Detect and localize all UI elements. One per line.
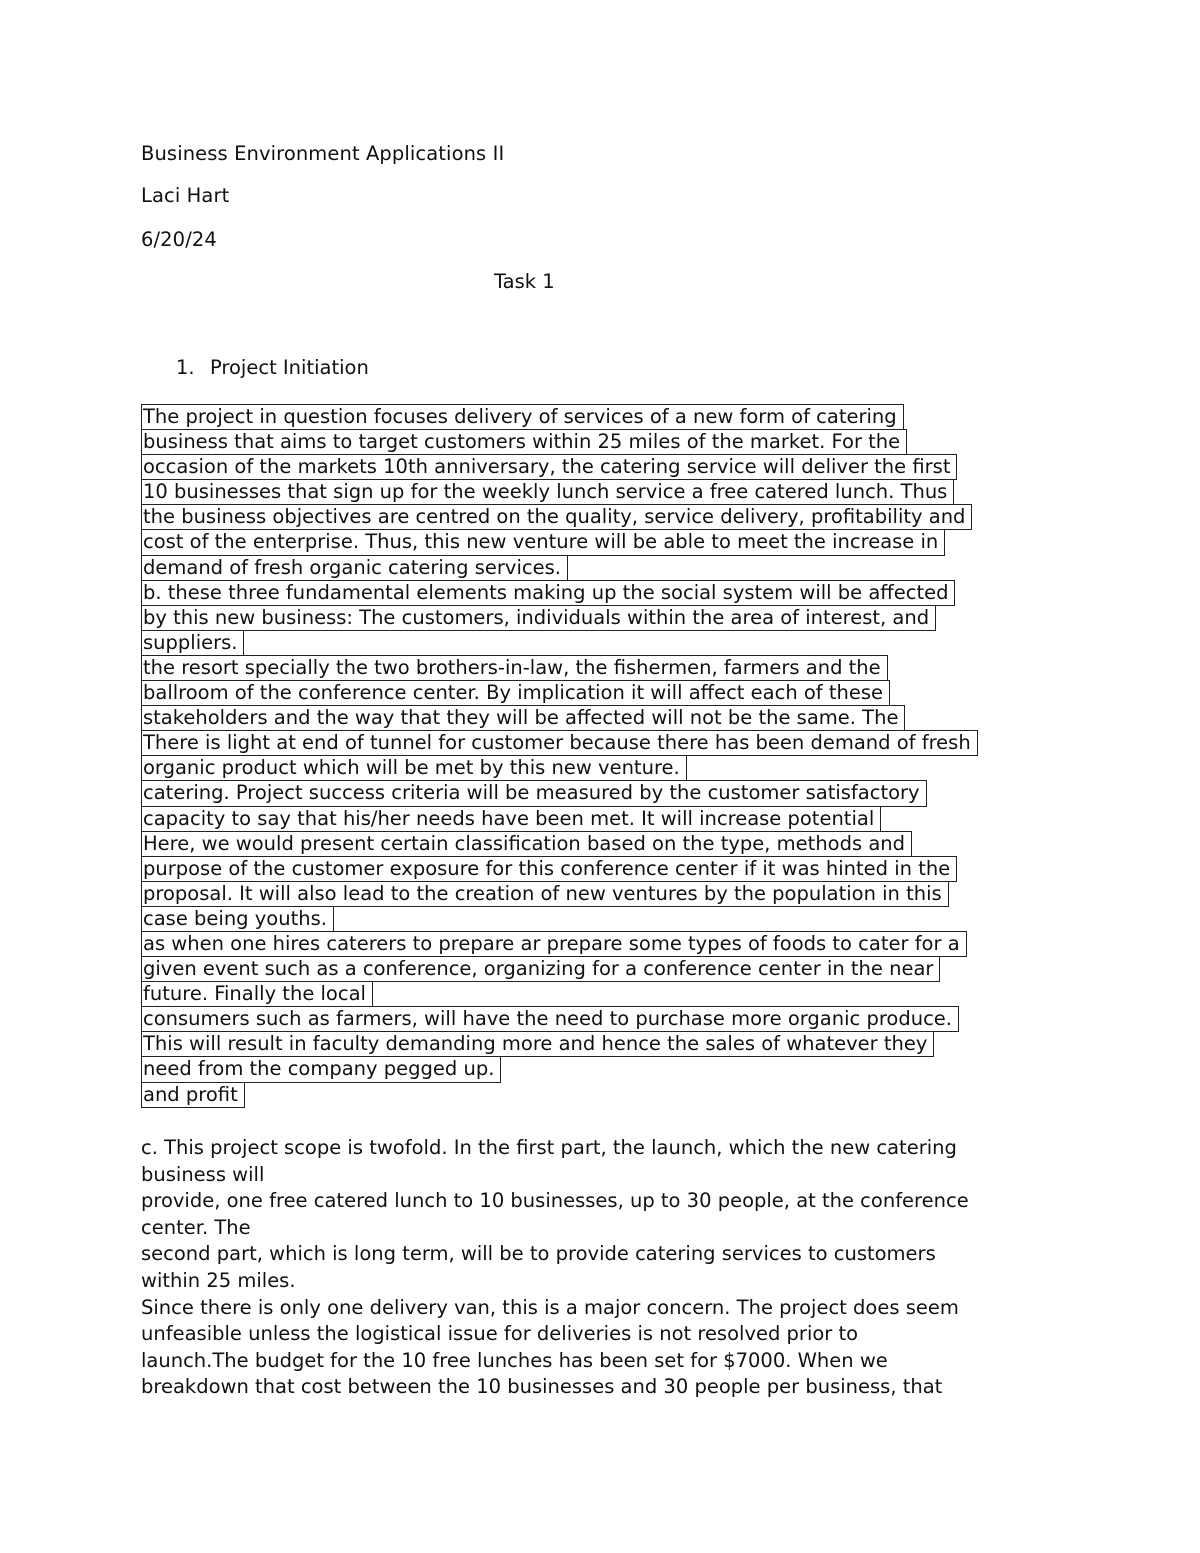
text-line: within 25 miles. <box>141 1268 296 1292</box>
text-line: second part, which is long term, will be to provide catering services to customers <box>141 1242 936 1266</box>
text-line: business will <box>141 1162 265 1186</box>
section-title: Project Initiation <box>210 356 369 379</box>
section-number: 1. <box>176 356 195 379</box>
boxed-line: as when one hires caterers to prepare ar prepare some types of foods to cater for a <box>141 931 967 957</box>
text-line: c. This project scope is twofold. In the first part, the launch, which the new catering <box>141 1136 957 1159</box>
boxed-line: capacity to say that his/her needs have been met. It will increase potential <box>141 806 881 832</box>
boxed-line: need from the company pegged up. <box>141 1056 501 1082</box>
boxed-line: and profit <box>141 1082 245 1108</box>
course-title: Business Environment Applications II <box>141 142 505 165</box>
boxed-line: the resort specially the two brothers-in-law, the fishermen, farmers and the <box>141 655 888 681</box>
text-line: provide, one free catered lunch to 10 businesses, up to 30 people, at the conference <box>141 1189 969 1213</box>
text-line: Since there is only one delivery van, this is a major concern. The project does seem <box>141 1295 959 1319</box>
text-line: center. The <box>141 1215 251 1239</box>
text-line: launch.The budget for the 10 free lunches has been set for $7000. When we <box>141 1348 888 1372</box>
boxed-line: This will result in faculty demanding more and hence the sales of whatever they <box>141 1031 934 1057</box>
boxed-line: case being youths. <box>141 906 334 932</box>
boxed-line: consumers such as farmers, will have the need to purchase more organic produce. <box>141 1006 959 1032</box>
boxed-line: b. these three fundamental elements making up the social system will be affected <box>141 580 955 606</box>
boxed-line: Here, we would present certain classification based on the type, methods and <box>141 831 912 857</box>
boxed-line: cost of the enterprise. Thus, this new venture will be able to meet the increase in <box>141 529 945 555</box>
boxed-line: stakeholders and the way that they will be affected will not be the same. The <box>141 705 905 731</box>
boxed-line: demand of fresh organic catering services. <box>141 555 568 581</box>
boxed-line: future. Finally the local <box>141 981 373 1007</box>
boxed-line: There is light at end of tunnel for customer because there has been demand of fresh <box>141 730 978 756</box>
boxed-line: The project in question focuses delivery of services of a new form of catering <box>141 404 904 430</box>
boxed-line: the business objectives are centred on the quality, service delivery, profitability and <box>141 504 972 530</box>
boxed-line: business that aims to target customers within 25 miles of the market. For the <box>141 429 907 455</box>
boxed-line: suppliers. <box>141 630 244 656</box>
section-heading <box>176 356 369 379</box>
text-line: breakdown that cost between the 10 businesses and 30 people per business, that <box>141 1375 943 1399</box>
boxed-line: 10 businesses that sign up for the weekly lunch service a free catered lunch. Thus <box>141 479 954 505</box>
boxed-line: ballroom of the conference center. By implication it will affect each of these <box>141 680 890 706</box>
boxed-line: purpose of the customer exposure for this conference center if it was hinted in the <box>141 856 957 882</box>
author-name: Laci Hart <box>141 184 230 207</box>
text-line: unfeasible unless the logistical issue for deliveries is not resolved prior to <box>141 1322 859 1346</box>
boxed-line: given event such as a conference, organizing for a conference center in the near <box>141 956 940 982</box>
plain-text-block <box>141 1135 1071 1401</box>
boxed-line: catering. Project success criteria will be measured by the customer satisfactory <box>141 780 927 806</box>
boxed-line: organic product which will be met by this new venture. <box>141 755 687 781</box>
boxed-line: occasion of the markets 10th anniversary, the catering service will deliver the first <box>141 454 957 480</box>
task-title: Task 1 <box>494 270 555 293</box>
boxed-line: by this new business: The customers, individuals within the area of interest, and <box>141 605 936 631</box>
boxed-line: proposal. It will also lead to the creation of new ventures by the population in this <box>141 881 949 907</box>
document-date: 6/20/24 <box>141 228 217 251</box>
boxed-text-block <box>141 405 1081 1108</box>
